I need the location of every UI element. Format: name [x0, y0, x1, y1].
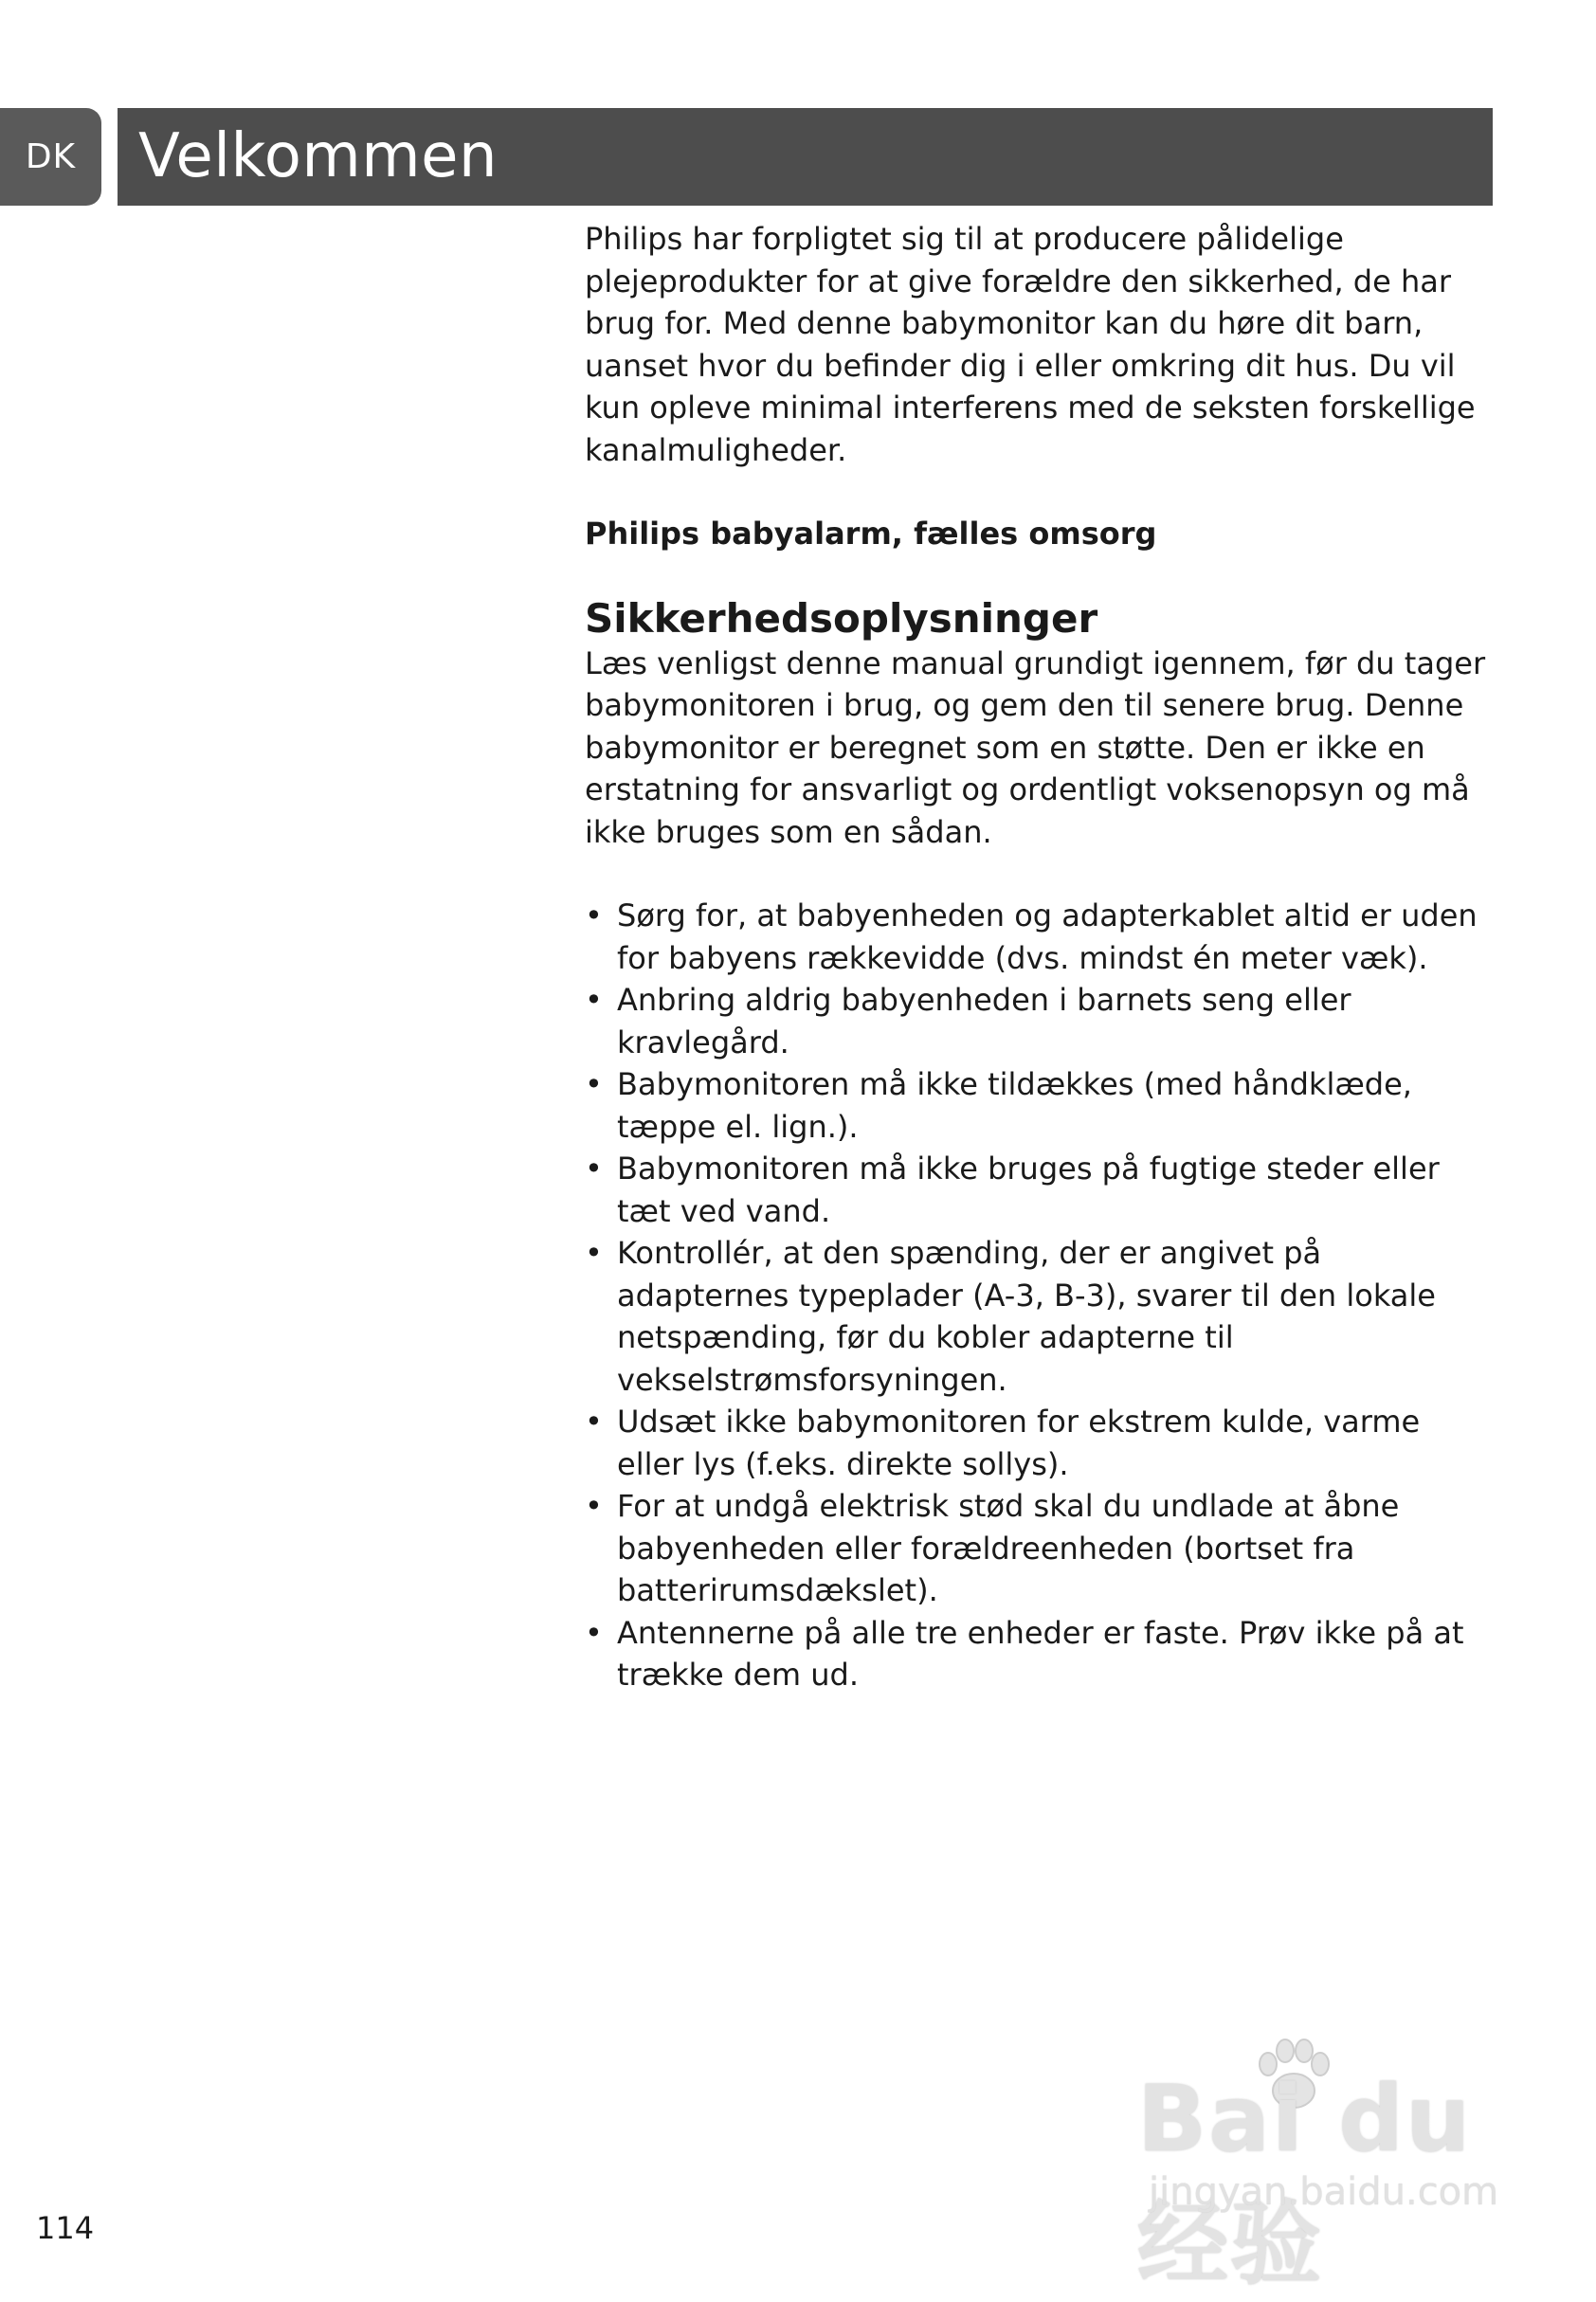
watermark-logo-text: Bai du 经验 [1137, 2066, 1473, 2297]
list-item [585, 1063, 1495, 1148]
list-item-text: Antennerne på alle tre enheder er faste. Prøv ikke på at trække dem ud. [617, 1614, 1464, 1693]
list-item [585, 1485, 1495, 1612]
bullet-icon: • [585, 1404, 603, 1440]
list-item [585, 1401, 1495, 1485]
language-tab: DK [0, 108, 101, 206]
main-content [585, 218, 1495, 1696]
list-item-text: For at undgå elektrisk stød skal du undlade at åbne babyenheden eller forældreenheden (bortset fra batterirumsdækslet). [617, 1488, 1400, 1608]
bullet-icon: • [585, 1614, 603, 1651]
title-bar [118, 108, 1493, 206]
baidu-watermark [1137, 2038, 1526, 2297]
tagline: Philips babyalarm, fælles omsorg [585, 516, 1157, 552]
list-item [585, 1612, 1495, 1696]
bullet-icon: • [585, 1151, 603, 1187]
list-item-text: Kontrollér, at den spænding, der er angivet på adapternes typeplader (A-3, B-3), svarer til den lokale netspænding, før du kobler adapterne til vekselstrømsforsyningen. [617, 1235, 1436, 1398]
list-item-text: Babymonitoren må ikke bruges på fugtige steder eller tæt ved vand. [617, 1151, 1440, 1229]
bullet-icon: • [585, 1488, 603, 1524]
list-item [585, 1232, 1495, 1401]
bullet-icon: • [585, 1066, 603, 1102]
bullet-icon: • [585, 982, 603, 1018]
page-number: 114 [36, 2210, 95, 2246]
list-item [585, 895, 1495, 979]
safety-heading: Sikkerhedsoplysninger [585, 594, 1098, 642]
watermark-url: jingyan.baidu.com [1149, 2170, 1499, 2214]
list-item-text: Anbring aldrig babyenheden i barnets seng eller kravlegård. [617, 982, 1351, 1060]
safety-intro-paragraph: Læs venligst denne manual grundigt igennem, før du tager babymonitoren i brug, og gem den til senere brug. Denne babymonitor er beregnet som en støtte. Den er ikke en erstatning for ansvarligt og ordentligt voksenopsyn og må ikke bruges som en sådan. [585, 644, 1486, 850]
intro-paragraph: Philips har forpligtet sig til at producere pålidelige plejeprodukter for at give forældre den sikkerhed, de har brug for. Med denne babymonitor kan du høre dit barn, uanset hvor du befinder dig i eller omkring dit hus. Du vil kun opleve minimal interferens med de seksten forskellige kanalmuligheder. [585, 221, 1476, 468]
list-item [585, 979, 1495, 1063]
bullet-icon: • [585, 897, 603, 933]
list-item-text: Udsæt ikke babymonitoren for ekstrem kulde, varme eller lys (f.eks. direkte sollys). [617, 1404, 1421, 1482]
bullet-icon: • [585, 1235, 603, 1271]
list-item-text: Babymonitoren må ikke tildækkes (med håndklæde, tæppe el. lign.). [617, 1066, 1412, 1145]
list-item-text: Sørg for, at babyenheden og adapterkablet altid er uden for babyens rækkevidde (dvs. mindst én meter væk). [617, 897, 1478, 976]
list-item [585, 1148, 1495, 1232]
page-title: Velkommen [138, 121, 499, 191]
safety-list [585, 895, 1495, 1696]
